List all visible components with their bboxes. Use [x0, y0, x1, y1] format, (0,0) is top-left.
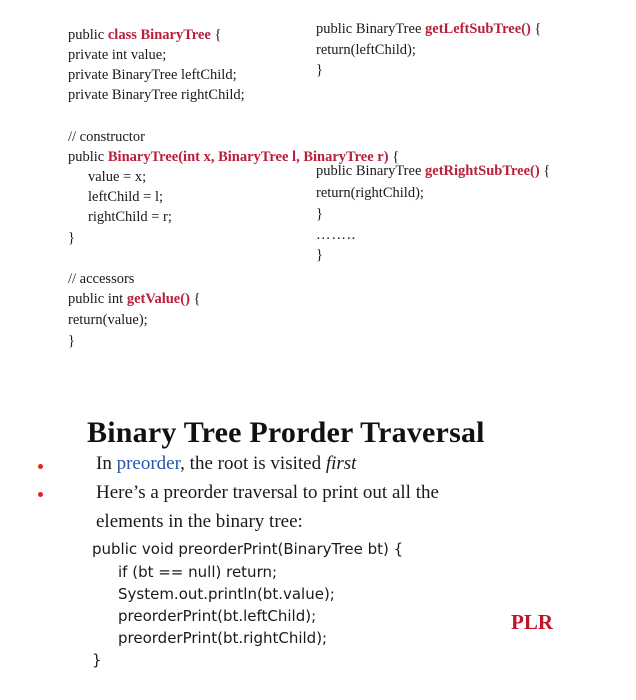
getvalue-return: return(value); [68, 312, 148, 328]
constructor-signature: public BinaryTree(int x, BinaryTree l, BinaryTree r) { [68, 149, 400, 165]
bullet-dot-2 [38, 492, 43, 497]
bullet-traversal-line2: elements in the binary tree: [96, 511, 303, 532]
bullet-traversal-line1: Here’s a preorder traversal to print out all the [96, 482, 439, 503]
field-value: private int value; [68, 47, 167, 63]
ellipsis-dots: …….. [316, 227, 357, 243]
getrightsubtree-close-brace: } [316, 206, 323, 222]
class-declaration: public class BinaryTree { [68, 27, 222, 43]
getleftsubtree-signature: public BinaryTree getLeftSubTree() { [316, 21, 542, 37]
ctor-assign-value: value = x; [88, 169, 147, 185]
preorder-print-value: System.out.println(bt.value); [118, 585, 335, 603]
comment-constructor: // constructor [68, 129, 145, 145]
ctor-assign-left: leftChild = l; [88, 189, 164, 205]
comment-accessors: // accessors [68, 271, 135, 287]
bullet-preorder-root: In preorder, the root is visited first [96, 453, 357, 474]
field-left-child: private BinaryTree leftChild; [68, 67, 237, 83]
getrightsubtree-signature: public BinaryTree getRightSubTree() { [316, 163, 551, 179]
getleftsubtree-return: return(leftChild); [316, 42, 416, 58]
preorder-recurse-right: preorderPrint(bt.rightChild); [118, 629, 328, 647]
ctor-close-brace: } [68, 230, 75, 246]
preorder-signature: public void preorderPrint(BinaryTree bt) { [92, 540, 404, 558]
field-right-child: private BinaryTree rightChild; [68, 87, 245, 103]
class-close-brace: } [316, 247, 323, 263]
preorder-null-check: if (bt == null) return; [118, 563, 278, 581]
bullet-dot-1 [38, 464, 43, 469]
getrightsubtree-return: return(rightChild); [316, 185, 424, 201]
ctor-assign-right: rightChild = r; [88, 209, 172, 225]
getvalue-signature: public int getValue() { [68, 291, 201, 307]
getvalue-close-brace: } [68, 333, 75, 349]
section-title: Binary Tree Prorder Traversal [87, 416, 485, 449]
preorder-recurse-left: preorderPrint(bt.leftChild); [118, 607, 317, 625]
getleftsubtree-close-brace: } [316, 62, 323, 78]
plr-label: PLR [511, 610, 553, 634]
preorder-close-brace: } [92, 651, 102, 669]
